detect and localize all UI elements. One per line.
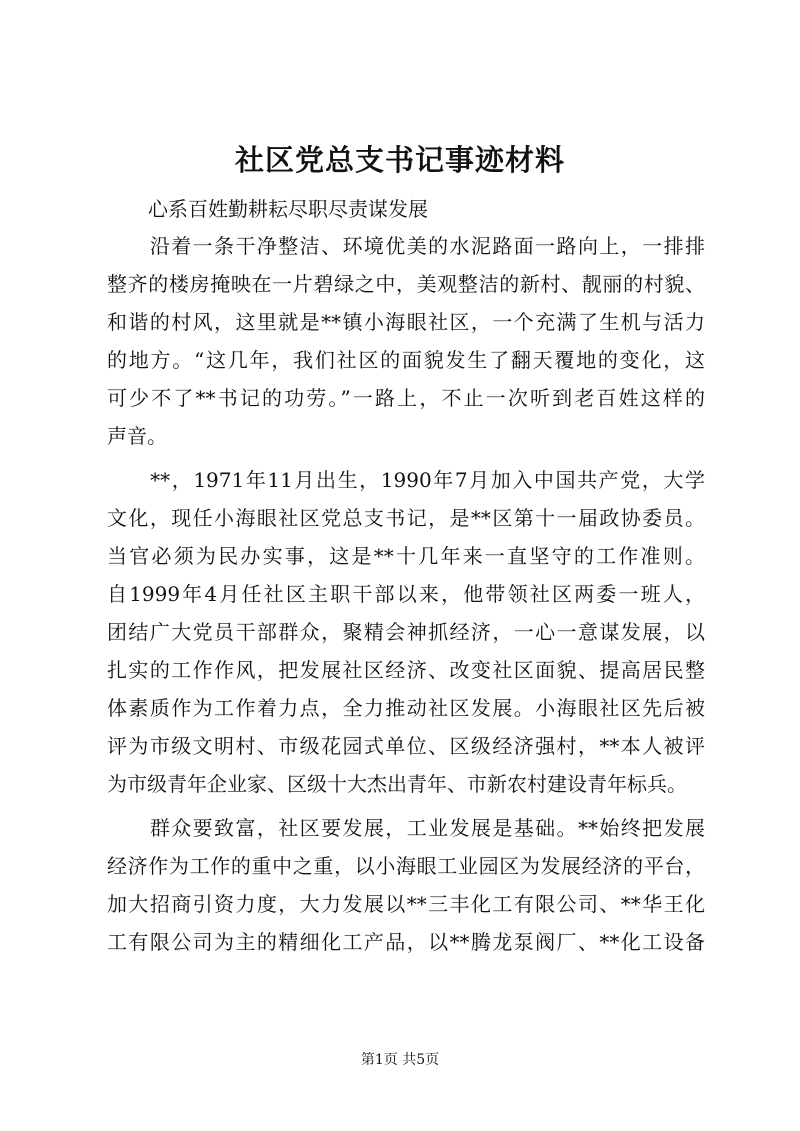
paragraph-1: [107, 227, 705, 455]
text-line: 和谐的村风，这里就是**镇小海眼社区，一个充满了生机与活力: [107, 310, 705, 334]
text-line: 整齐的楼房掩映在一片碧绿之中，美观整洁的新村、靓丽的村貌、: [107, 272, 705, 296]
document-title: 社区党总支书记事迹材料: [234, 143, 565, 177]
text-line: 沿着一条干净整洁、环境优美的水泥路面一路向上，一排排: [107, 234, 705, 258]
text-line: 的地方。“这几年，我们社区的面貌发生了翻天覆地的变化，这: [107, 348, 705, 372]
text-line: 自1999年4月任社区主职干部以来，他带领社区两委一班人，: [107, 582, 705, 606]
page-footer: 第1页 共5页: [360, 1052, 440, 1068]
document-body: [107, 227, 705, 961]
text-line: 文化，现任小海眼社区党总支书记，是**区第十一届政协委员。: [107, 506, 705, 530]
text-line: 当官必须为民办实事，这是**十几年来一直坚守的工作准则。: [107, 544, 705, 568]
text-line: 评为市级文明村、市级花园式单位、区级经济强村，**本人被评: [107, 734, 705, 758]
text-line: 可少不了**书记的功劳。”一路上，不止一次听到老百姓这样的: [107, 386, 705, 410]
text-line: 工有限公司为主的精细化工产品，以**腾龙泵阀厂、**化工设备: [107, 930, 705, 954]
text-line: 加大招商引资力度，大力发展以**三丰化工有限公司、**华王化: [107, 892, 705, 916]
text-line: 声音。: [107, 424, 167, 448]
text-line: 经济作为工作的重中之重，以小海眼工业园区为发展经济的平台，: [107, 854, 705, 878]
text-line: 团结广大党员干部群众，聚精会神抓经济，一心一意谋发展，以: [107, 620, 705, 644]
text-line: 为市级青年企业家、区级十大杰出青年、市新农村建设青年标兵。: [107, 772, 687, 796]
paragraph-2: [107, 461, 705, 803]
text-line: 扎实的工作作风，把发展社区经济、改变社区面貌、提高居民整: [107, 658, 705, 682]
paragraph-3: [107, 809, 705, 961]
document-subtitle: 心系百姓勤耕耘尽职尽责谋发展: [148, 197, 428, 221]
text-line: **，1971年11月出生，1990年7月加入中国共产党，大学: [107, 468, 705, 492]
text-line: 群众要致富，社区要发展，工业发展是基础。**始终把发展: [107, 816, 705, 840]
text-line: 体素质作为工作着力点，全力推动社区发展。小海眼社区先后被: [107, 696, 705, 720]
